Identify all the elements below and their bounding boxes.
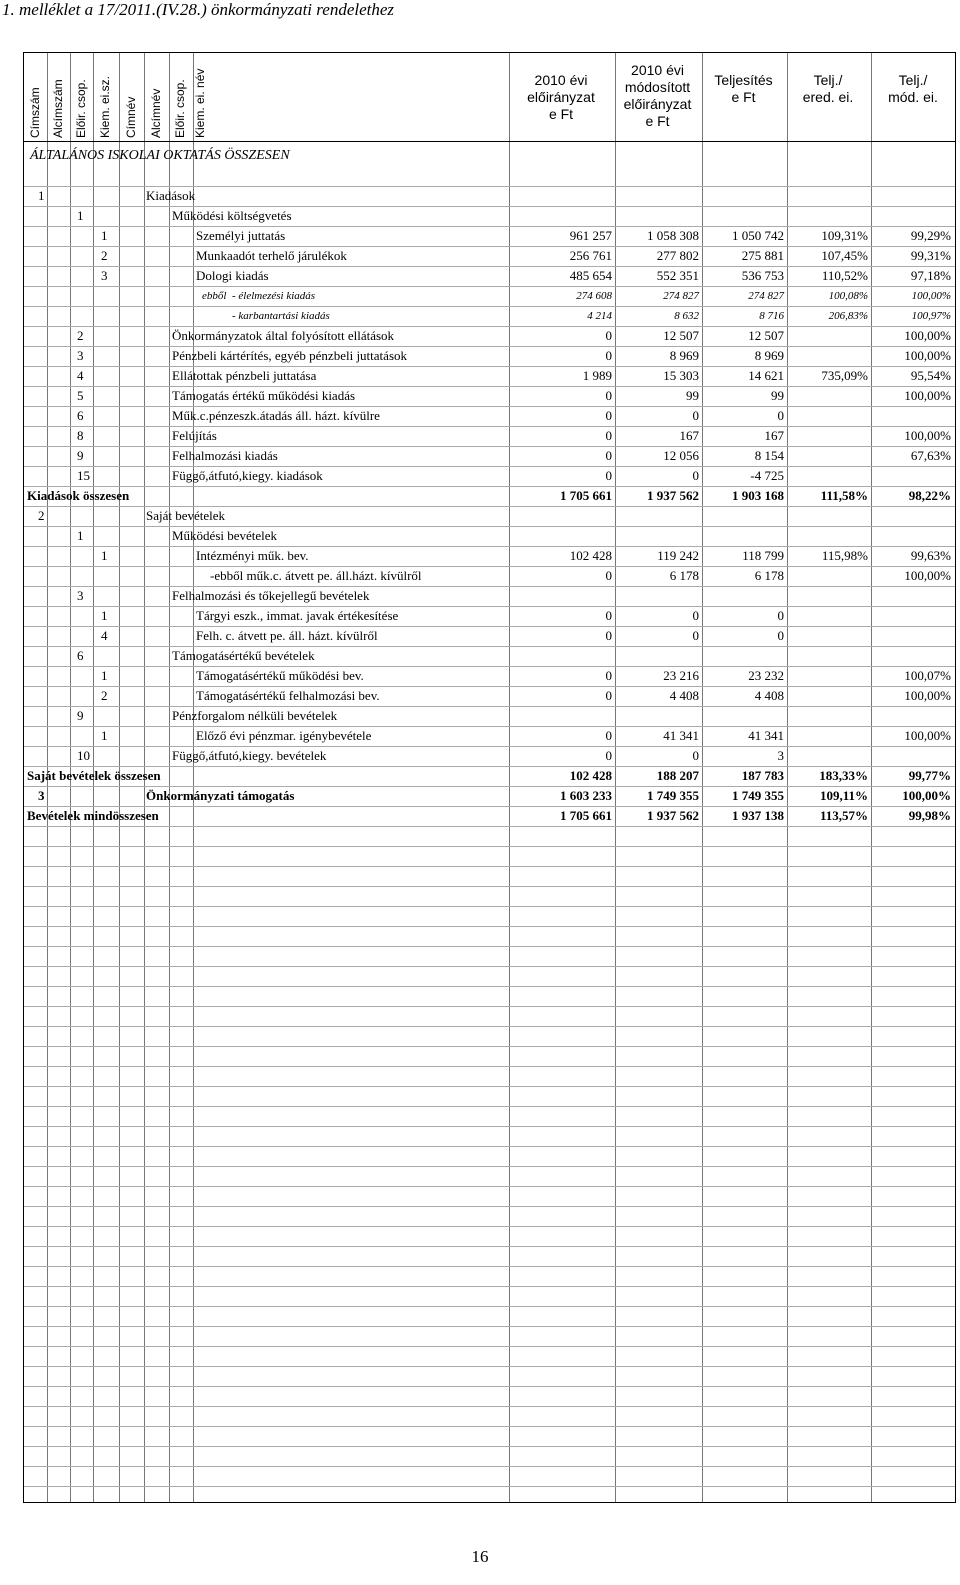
row-code: 1	[77, 208, 84, 223]
row-value: 12 056	[663, 448, 699, 463]
grid-hline	[24, 1186, 955, 1187]
row-value: 6 178	[754, 568, 784, 583]
row-label: Pénzforgalom nélküli bevételek	[172, 708, 338, 723]
row-value: 8 969	[669, 348, 699, 363]
row-label: Saját bevételek	[146, 508, 226, 523]
row-value: 275 881	[741, 248, 784, 263]
row-value: 0	[605, 448, 612, 463]
row-code: 9	[77, 708, 84, 723]
row-value: 0	[605, 628, 612, 643]
grid-hline	[24, 326, 955, 327]
row-value: 98,22%	[908, 488, 951, 503]
row-value: 0	[605, 388, 612, 403]
row-label: Támogatásértékű működési bev.	[196, 668, 364, 683]
grid-hline	[24, 986, 955, 987]
row-label: Önkormányzatok által folyósított ellátások	[172, 328, 395, 343]
row-code: 6	[77, 408, 84, 423]
row-value: 1 937 138	[732, 808, 784, 823]
row-label: Intézményi műk. bev.	[196, 548, 309, 563]
row-label: Pénzbeli kártérítés, egyéb pénzbeli juttatások	[172, 348, 407, 363]
row-value: 552 351	[656, 268, 699, 283]
grid-hline	[24, 406, 955, 407]
row-value: 111,58%	[820, 488, 868, 503]
row-label: Előző évi pénzmar. igénybevétele	[196, 728, 372, 743]
row-value: 274 608	[576, 290, 612, 302]
vertical-header: Alcímnév	[149, 88, 163, 138]
row-value: 1 749 355	[647, 788, 699, 803]
row-label: Működési költségvetés	[172, 208, 292, 223]
row-value: 1 749 355	[732, 788, 784, 803]
grid-hline	[24, 1306, 955, 1307]
grid-hline	[24, 686, 955, 687]
row-value: 100,00%	[904, 328, 951, 343]
row-label: Önkormányzati támogatás	[146, 788, 295, 803]
row-value: 0	[605, 428, 612, 443]
row-value: 95,54%	[910, 368, 951, 383]
grid-hline	[24, 646, 955, 647]
grid-hline	[24, 1206, 955, 1207]
row-value: 206,83%	[828, 310, 868, 322]
row-label: Támogatásértékű felhalmozási bev.	[196, 688, 380, 703]
row-value: 735,09%	[821, 368, 868, 383]
row-label: Függő,átfutó,kiegy. kiadások	[172, 468, 323, 483]
column-header: 2010 évi módosított előirányzat e Ft	[623, 62, 692, 129]
grid-hline	[24, 1006, 955, 1007]
row-code: 1	[101, 608, 108, 623]
grid-hline	[24, 1346, 955, 1347]
row-value: 1 058 308	[647, 228, 699, 243]
row-label: Felhalmozási és tőkejellegű bevételek	[172, 588, 370, 603]
row-value: 1 705 661	[560, 488, 612, 503]
row-value: 99,98%	[908, 808, 951, 823]
row-value: 4 408	[669, 688, 699, 703]
row-value: 100,00%	[904, 568, 951, 583]
row-value: 67,63%	[910, 448, 951, 463]
grid-hline	[24, 706, 955, 707]
row-value: 188 207	[656, 768, 699, 783]
row-value: 12 507	[748, 328, 784, 343]
row-value: 100,00%	[911, 290, 951, 302]
row-code: 1	[101, 728, 108, 743]
row-label: Műk.c.pénzeszk.átadás áll. házt. kívülre	[172, 408, 380, 423]
row-code: 4	[101, 628, 108, 643]
row-value: 0	[605, 668, 612, 683]
row-label: Működési bevételek	[172, 528, 278, 543]
header-rule	[24, 141, 955, 142]
row-value: 113,57%	[819, 808, 868, 823]
grid-hline	[24, 826, 955, 827]
row-code: 4	[77, 368, 84, 383]
row-value: 23 216	[663, 668, 699, 683]
row-value: 109,31%	[821, 228, 868, 243]
grid-hline	[24, 866, 955, 867]
row-code: 15	[77, 468, 90, 483]
column-header: Telj./ mód. ei.	[888, 72, 938, 105]
row-value: 0	[692, 468, 699, 483]
grid-hline	[24, 1226, 955, 1227]
row-value: 12 507	[663, 328, 699, 343]
row-value: 99,29%	[910, 228, 951, 243]
row-value: 8 969	[754, 348, 784, 363]
grid-hline	[24, 466, 955, 467]
row-value: 100,00%	[904, 388, 951, 403]
row-value: 99	[771, 388, 784, 403]
grid-hline	[24, 746, 955, 747]
grid-hline	[24, 1266, 955, 1267]
row-value: 0	[605, 728, 612, 743]
row-value: 100,00%	[904, 688, 951, 703]
grid-hline	[24, 566, 955, 567]
row-value: 118 799	[742, 548, 784, 563]
vertical-header: Előir. csop.	[74, 79, 88, 138]
row-label: Ellátottak pénzbeli juttatása	[172, 368, 317, 383]
grid-hline	[24, 1486, 955, 1487]
row-value: 187 783	[741, 768, 784, 783]
column-header: Teljesítés e Ft	[714, 72, 773, 105]
row-value: 0	[777, 628, 784, 643]
grid-hline	[24, 446, 955, 447]
row-value: 536 753	[741, 268, 784, 283]
grid-hline	[24, 966, 955, 967]
row-value: 100,97%	[911, 310, 951, 322]
vertical-header: Kiem. ei. név	[193, 68, 207, 138]
grid-hline	[24, 1066, 955, 1067]
row-value: 107,45%	[821, 248, 868, 263]
grid-hline	[24, 626, 955, 627]
grid-hline	[24, 586, 955, 587]
grid-hline	[24, 426, 955, 427]
row-value: 14 621	[748, 368, 784, 383]
row-label: Felh. c. átvett pe. áll. házt. kívülről	[196, 628, 378, 643]
row-value: 100,07%	[904, 668, 951, 683]
row-code: 1	[77, 528, 84, 543]
row-label: -ebből műk.c. átvett pe. áll.házt. kívülről	[210, 568, 422, 583]
row-label: Felhalmozási kiadás	[172, 448, 278, 463]
row-value: 1 050 742	[732, 228, 784, 243]
grid-hline	[24, 1326, 955, 1327]
row-prefix: ebből	[202, 290, 227, 302]
grid-hline	[24, 846, 955, 847]
row-value: 102 428	[569, 768, 612, 783]
vertical-header: Címnév	[124, 96, 138, 138]
row-value: 0	[605, 328, 612, 343]
grid-hline	[24, 1366, 955, 1367]
row-value: 23 232	[748, 668, 784, 683]
row-label: Felújítás	[172, 428, 217, 443]
row-value: 100,00%	[904, 348, 951, 363]
row-label: Tárgyi eszk., immat. javak értékesítése	[196, 608, 399, 623]
grid-hline	[24, 726, 955, 727]
row-value: 277 802	[656, 248, 699, 263]
row-value: 0	[692, 608, 699, 623]
column-header: Telj./ ered. ei.	[802, 72, 854, 105]
grid-hline	[24, 1166, 955, 1167]
row-value: 1 903 168	[732, 488, 784, 503]
row-code: 2	[101, 688, 108, 703]
row-total-label: Bevételek mindösszesen	[27, 808, 159, 823]
row-value: -4 725	[750, 468, 784, 483]
row-code: 1	[101, 548, 108, 563]
row-value: 0	[692, 408, 699, 423]
row-value: 8 154	[754, 448, 784, 463]
grid-hline	[24, 1406, 955, 1407]
grid-hline	[24, 1126, 955, 1127]
row-value: 0	[605, 568, 612, 583]
row-value: 274 827	[663, 290, 699, 302]
row-value: 1 989	[582, 368, 612, 383]
row-code: 10	[77, 748, 90, 763]
row-value: 8 632	[674, 310, 699, 322]
row-value: 4 214	[587, 310, 612, 322]
grid-hline	[24, 1086, 955, 1087]
row-value: 100,00%	[904, 728, 951, 743]
row-value: 8 716	[759, 310, 784, 322]
row-value: 15 303	[663, 368, 699, 383]
row-value: 119 242	[657, 548, 699, 563]
row-code: 8	[77, 428, 84, 443]
grid-hline	[24, 1026, 955, 1027]
row-value: 0	[692, 628, 699, 643]
grid-hline	[24, 606, 955, 607]
row-value: 6 178	[669, 568, 699, 583]
row-code: 1	[101, 228, 108, 243]
grid-hline	[24, 386, 955, 387]
row-code: 5	[77, 388, 84, 403]
grid-hline	[24, 906, 955, 907]
grid-vline	[193, 53, 194, 1502]
grid-hline	[24, 946, 955, 947]
grid-hline	[24, 886, 955, 887]
grid-hline	[24, 1286, 955, 1287]
grid-hline	[24, 1386, 955, 1387]
row-value: 0	[605, 608, 612, 623]
row-code: 3	[38, 788, 45, 803]
vertical-header: Címszám	[28, 87, 42, 138]
row-label: Dologi kiadás	[196, 268, 269, 283]
row-value: 3	[777, 748, 784, 763]
grid-hline	[24, 346, 955, 347]
row-value: 110,52%	[821, 268, 868, 283]
row-code: 2	[77, 328, 84, 343]
row-label: - élelmezési kiadás	[232, 290, 316, 302]
row-code: 3	[77, 588, 84, 603]
vertical-header: Előir. csop.	[173, 79, 187, 138]
row-value: 99,31%	[910, 248, 951, 263]
row-label: Függő,átfutó,kiegy. bevételek	[172, 748, 327, 763]
row-label: - karbantartási kiadás	[232, 310, 330, 322]
row-value: 99,63%	[910, 548, 951, 563]
grid-hline	[24, 1246, 955, 1247]
row-total-label: Saját bevételek összesen	[27, 768, 161, 783]
vertical-header: Alcímszám	[51, 79, 65, 138]
vertical-header: Kiem. ei.sz.	[98, 75, 112, 138]
row-label: Támogatás értékű működési kiadás	[172, 388, 356, 403]
grid-hline	[24, 1446, 955, 1447]
row-value: 0	[605, 468, 612, 483]
row-value: 100,08%	[828, 290, 868, 302]
grid-hline	[24, 1106, 955, 1107]
row-code: 1	[101, 668, 108, 683]
row-code: 3	[77, 348, 84, 363]
row-value: 109,11%	[819, 788, 868, 803]
row-value: 1 937 562	[647, 488, 699, 503]
row-value: 485 654	[569, 268, 612, 283]
grid-hline	[24, 526, 955, 527]
row-value: 167	[679, 428, 699, 443]
column-header: 2010 évi előirányzat e Ft	[527, 72, 595, 122]
grid-hline	[24, 206, 955, 207]
row-code: 9	[77, 448, 84, 463]
grid-vline	[169, 53, 170, 1502]
row-value: 256 761	[569, 248, 612, 263]
row-value: 99,77%	[908, 768, 951, 783]
row-value: 115,98%	[821, 548, 868, 563]
row-value: 1 603 233	[560, 788, 612, 803]
row-value: 0	[605, 688, 612, 703]
row-value: 0	[605, 408, 612, 423]
row-value: 41 341	[748, 728, 784, 743]
row-label: Munkaadót terhelő járulékok	[196, 248, 347, 263]
row-value: 4 408	[754, 688, 784, 703]
row-value: 99	[686, 388, 699, 403]
row-value: 100,00%	[904, 428, 951, 443]
row-value: 1 937 562	[647, 808, 699, 823]
row-value: 102 428	[569, 548, 612, 563]
row-value: 97,18%	[910, 268, 951, 283]
row-code: 1	[38, 188, 45, 203]
row-value: 961 257	[569, 228, 612, 243]
grid-hline	[24, 1466, 955, 1467]
grid-hline	[24, 1046, 955, 1047]
section-title: ÁLTALÁNOS ISKOLAI OKTATÁS ÖSSZESEN	[30, 148, 290, 163]
row-value: 100,00%	[902, 788, 951, 803]
row-value: 1 705 661	[560, 808, 612, 823]
row-label: Kiadások	[146, 188, 196, 203]
row-code: 6	[77, 648, 84, 663]
row-value: 0	[777, 608, 784, 623]
row-value: 274 827	[748, 290, 784, 302]
row-value: 0	[605, 748, 612, 763]
row-label: Személyi juttatás	[196, 228, 286, 243]
row-label: Támogatásértékű bevételek	[172, 648, 315, 663]
row-code: 3	[101, 268, 108, 283]
row-code: 2	[101, 248, 108, 263]
page-number: 16	[471, 1547, 489, 1566]
document-title: 1. melléklet a 17/2011.(IV.28.) önkormányzati rendelethez	[2, 0, 395, 19]
row-value: 167	[764, 428, 784, 443]
grid-hline	[24, 1426, 955, 1427]
row-code: 2	[38, 508, 45, 523]
row-value: 0	[777, 408, 784, 423]
grid-hline	[24, 1146, 955, 1147]
row-value: 41 341	[663, 728, 699, 743]
row-total-label: Kiadások összesen	[27, 488, 130, 503]
row-value: 0	[692, 748, 699, 763]
grid-hline	[24, 666, 955, 667]
row-value: 183,33%	[819, 768, 868, 783]
grid-hline	[24, 926, 955, 927]
row-value: 0	[605, 348, 612, 363]
